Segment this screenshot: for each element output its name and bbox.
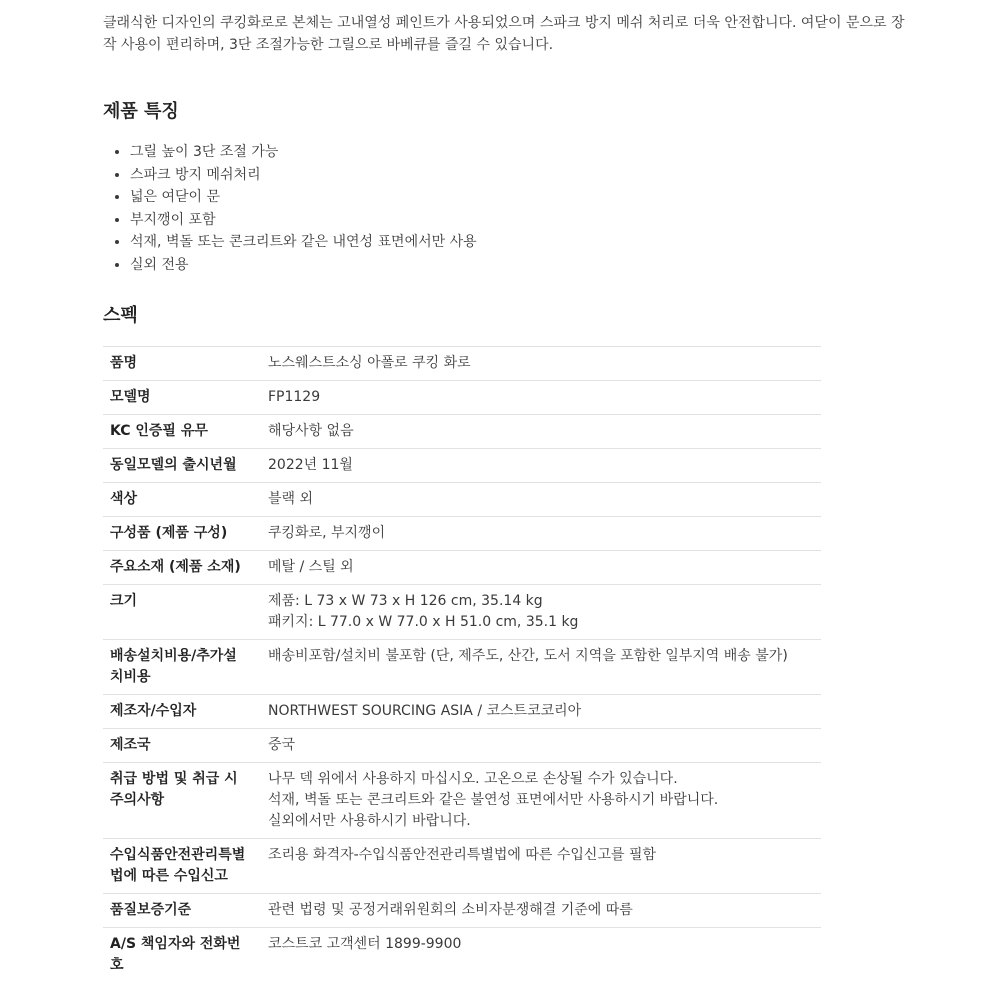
spec-row [103, 640, 821, 695]
feature-item: • 부지깽이 포함 [130, 209, 477, 232]
spec-value-line: 조리용 화격자-수입식품안전관리특별법에 따른 수입신고를 필함 [268, 847, 656, 863]
spec-value [252, 585, 821, 640]
spec-value-line: 제품: L 73 x W 73 x H 126 cm, 35.14 kg [268, 593, 543, 609]
spec-label: 동일모델의 출시년월 [110, 457, 237, 473]
spec-row [103, 763, 821, 839]
spec-value-line: FP1129 [268, 389, 321, 405]
spec-label: 구성품 (제품 구성) [110, 525, 228, 541]
spec-row [103, 585, 821, 640]
spec-value-line: 실외에서만 사용하시기 바랍니다. [268, 813, 471, 829]
spec-value-line: 블랙 외 [268, 491, 314, 507]
spec-table [103, 346, 821, 982]
spec-row [103, 449, 821, 483]
spec-label: 품명 [110, 355, 138, 371]
spec-value-line: 나무 덱 위에서 사용하지 마십시오. 고온으로 손상될 수가 있습니다. [268, 771, 678, 787]
spec-value-line: 메탈 / 스틸 외 [268, 559, 354, 575]
spec-label: A/S 책임자와 전화번호 [110, 936, 241, 973]
spec-value [252, 763, 821, 839]
spec-label: 품질보증기준 [110, 902, 192, 918]
features-heading: 제품 특징 [103, 101, 179, 122]
spec-row [103, 894, 821, 928]
spec-value-line: 배송비포함/설치비 불포함 (단, 제주도, 산간, 도서 지역을 포함한 일부지역 배송 불가) [268, 648, 788, 664]
spec-value [252, 551, 821, 585]
spec-table-body [103, 347, 821, 983]
spec-heading: 스펙 [103, 305, 138, 326]
spec-value-line: 쿠킹화로, 부지깽이 [268, 525, 386, 541]
spec-row [103, 695, 821, 729]
product-detail-content [103, 0, 923, 973]
spec-label: 배송설치비용/추가설치비용 [110, 648, 237, 685]
spec-value-line: 중국 [268, 737, 296, 753]
spec-value [252, 347, 821, 381]
spec-label: 모델명 [110, 389, 151, 405]
spec-label: KC 인증필 유무 [110, 423, 208, 439]
spec-label: 수입식품안전관리특별법에 따른 수입신고 [110, 847, 246, 884]
spec-label: 주요소재 (제품 소재) [110, 559, 241, 575]
spec-row [103, 517, 821, 551]
spec-value-line: 패키지: L 77.0 x W 77.0 x H 51.0 cm, 35.1 kg [268, 614, 579, 630]
spec-label: 색상 [110, 491, 138, 507]
feature-item: • 실외 전용 [130, 254, 477, 277]
spec-row [103, 928, 821, 983]
feature-item: • 스파크 방지 메쉬처리 [130, 164, 477, 187]
spec-value [252, 928, 821, 983]
spec-value-line: 노스웨스트소싱 아폴로 쿠킹 화로 [268, 355, 471, 371]
feature-item: • 넓은 여닫이 문 [130, 186, 477, 209]
spec-label: 취급 방법 및 취급 시 주의사항 [110, 771, 238, 808]
spec-label: 크기 [110, 593, 138, 609]
spec-row [103, 839, 821, 894]
product-intro-text: 클래식한 디자인의 쿠킹화로로 본체는 고내열성 페인트가 사용되었으며 스파크 방지 메쉬 처리로 더욱 안전합니다. 여닫이 문으로 장작 사용이 편리하며, 3단 조절가능한 그릴으로 바베큐를 즐길 수 있습니다. [103, 15, 905, 53]
spec-value [252, 381, 821, 415]
spec-value-line: 관련 법령 및 공정거래위원회의 소비자분쟁해결 기준에 따름 [268, 902, 633, 918]
spec-row [103, 381, 821, 415]
spec-row [103, 415, 821, 449]
spec-row [103, 551, 821, 585]
spec-row [103, 729, 821, 763]
spec-value-line: NORTHWEST SOURCING ASIA / 코스트코코리아 [268, 703, 582, 719]
spec-value [252, 640, 821, 695]
spec-label: 제조자/수입자 [110, 703, 197, 719]
spec-value [252, 894, 821, 928]
spec-value [252, 729, 821, 763]
feature-item: • 그릴 높이 3단 조절 가능 [130, 141, 477, 164]
spec-value-line: 코스트코 고객센터 1899-9900 [268, 936, 462, 952]
spec-value-line: 2022년 11월 [268, 457, 353, 473]
spec-value [252, 483, 821, 517]
spec-row [103, 347, 821, 381]
spec-value [252, 517, 821, 551]
spec-value [252, 415, 821, 449]
feature-item: • 석재, 벽돌 또는 콘크리트와 같은 내연성 표면에서만 사용 [130, 231, 477, 254]
features-list [103, 141, 477, 276]
spec-row [103, 483, 821, 517]
spec-label: 제조국 [110, 737, 151, 753]
spec-value [252, 839, 821, 894]
spec-value [252, 695, 821, 729]
spec-value-line: 석재, 벽돌 또는 콘크리트와 같은 불연성 표면에서만 사용하시기 바랍니다. [268, 792, 719, 808]
spec-value-line: 해당사항 없음 [268, 423, 354, 439]
spec-value [252, 449, 821, 483]
